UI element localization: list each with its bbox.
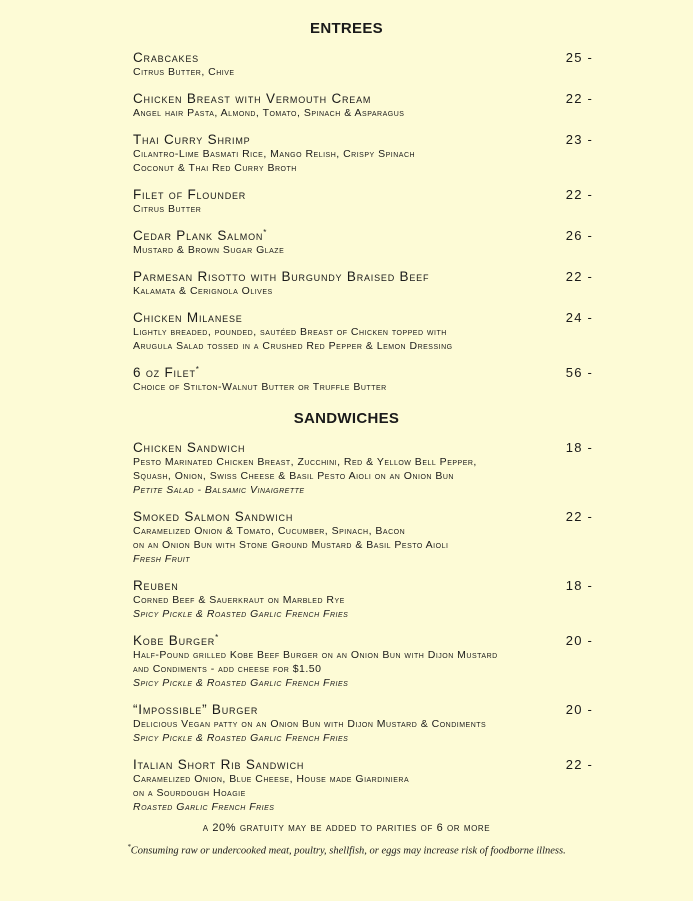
menu-item-side: Spicy Pickle & Roasted Garlic French Fries [133, 677, 349, 689]
menu-item [133, 187, 593, 216]
menu-item-name [133, 365, 593, 380]
menu-item-side: Petite Salad - Balsamic Vinaigrette [133, 484, 305, 496]
menu-item-description: Delicious Vegan patty on an Onion Bun with Dijon Mustard & Condiments [133, 718, 487, 730]
menu-item-description: Mustard & Brown Sugar Glaze [133, 244, 285, 256]
menu-item-price: 22 - [565, 757, 593, 772]
menu-item [133, 440, 593, 497]
menu-item-name-text: Chicken Sandwich [133, 440, 246, 455]
menu-item-name-text: Parmesan Risotto with Burgundy Braised Beef [133, 269, 430, 284]
entrees-title: ENTREES [310, 20, 383, 37]
menu-item-name-text: “Impossible” Burger [133, 702, 259, 717]
menu-item-description: Caramelized Onion & Tomato, Cucumber, Spinach, Bacon [133, 525, 406, 537]
menu-item [133, 132, 593, 175]
menu-item-description: Cilantro-Lime Basmati Rice, Mango Relish, Crispy Spinach [133, 148, 416, 160]
menu-item [133, 50, 593, 79]
menu-item-name [133, 509, 593, 524]
menu-item-name [133, 269, 593, 284]
menu-item-name [133, 132, 593, 147]
foodborne-disclaimer [0, 843, 693, 857]
gratuity-note: a 20% gratuity may be added to parities of 6 or more [202, 822, 491, 834]
menu-item-price: 23 - [565, 132, 593, 147]
menu-item-name-text: Chicken Breast with Vermouth Cream [133, 91, 372, 106]
menu-item-price: 26 - [565, 228, 593, 243]
menu-item-description: on an Onion Bun with Stone Ground Mustard & Basil Pesto Aioli [133, 539, 449, 551]
menu-item-description: and Condiments - add cheese for $1.50 [133, 663, 322, 675]
menu-item [133, 310, 593, 353]
menu-item-description: Half-Pound grilled Kobe Beef Burger on an Onion Bun with Dijon Mustard [133, 649, 498, 661]
menu-item-price: 22 - [565, 187, 593, 202]
menu-item [133, 509, 593, 566]
menu-item-description: Angel hair Pasta, Almond, Tomato, Spinach & Asparagus [133, 107, 405, 119]
menu-item [133, 365, 593, 394]
sandwiches-title: SANDWICHES [293, 410, 400, 427]
menu-item-price: 24 - [565, 310, 593, 325]
disclaimer-asterisk: * [127, 843, 131, 851]
menu-item-price: 56 - [565, 365, 593, 380]
menu-item-name-text: Crabcakes [133, 50, 199, 65]
menu-item-side: Spicy Pickle & Roasted Garlic French Fries [133, 608, 349, 620]
menu-item-side: Fresh Fruit [133, 553, 191, 565]
menu-item [133, 91, 593, 120]
menu-item-name-text: Chicken Milanese [133, 310, 243, 325]
menu-item-price: 20 - [565, 633, 593, 648]
menu-item-description: Lightly breaded, pounded, sautéed Breast of Chicken topped with [133, 326, 447, 338]
disclaimer-text: Consuming raw or undercooked meat, poultry, shellfish, or eggs may increase risk of foodborne illness. [130, 845, 566, 857]
menu-item-name [133, 633, 593, 648]
menu-item-description: Pesto Marinated Chicken Breast, Zucchini, Red & Yellow Bell Pepper, [133, 456, 477, 468]
menu-item-name-text: Smoked Salmon Sandwich [133, 509, 294, 524]
menu-item-description: Corned Beef & Sauerkraut on Marbled Rye [133, 594, 345, 606]
menu-item-name [133, 187, 593, 202]
menu-item-name [133, 578, 593, 593]
menu-item-name-text: Reuben [133, 578, 179, 593]
raw-item-asterisk: * [215, 633, 219, 642]
menu-item-name [133, 310, 593, 325]
menu-item-name-text: Kobe Burger [133, 633, 216, 648]
menu-item-description: on a Sourdough Hoagie [133, 787, 246, 799]
menu-item-name [133, 702, 593, 717]
menu-item-name-text: Italian Short Rib Sandwich [133, 757, 305, 772]
menu-item-description: Coconut & Thai Red Curry Broth [133, 162, 297, 174]
menu-item-side: Roasted Garlic French Fries [133, 801, 275, 813]
menu-item-price: 18 - [565, 578, 593, 593]
menu-item-description: Caramelized Onion, Blue Cheese, House made Giardiniera [133, 773, 410, 785]
menu-item-price: 22 - [565, 91, 593, 106]
menu-item-price: 18 - [565, 440, 593, 455]
menu-item-name [133, 440, 593, 455]
menu-item-description: Squash, Onion, Swiss Cheese & Basil Pesto Aioli on an Onion Bun [133, 470, 454, 482]
menu-item-price: 20 - [565, 702, 593, 717]
menu-item-price: 25 - [565, 50, 593, 65]
raw-item-asterisk: * [195, 365, 200, 374]
menu-item [133, 228, 593, 257]
menu-item-description: Citrus Butter [133, 203, 202, 215]
menu-item [133, 702, 593, 745]
menu-item-name-text: Thai Curry Shrimp [133, 132, 251, 147]
menu-item-name [133, 91, 593, 106]
menu-item [133, 578, 593, 621]
menu-item-price: 22 - [565, 269, 593, 284]
raw-item-asterisk: * [263, 228, 268, 237]
menu-item-description: Choice of Stilton-Walnut Butter or Truffle Butter [133, 381, 387, 393]
menu-item [133, 757, 593, 814]
menu-item-name [133, 228, 593, 243]
menu-item-side: Spicy Pickle & Roasted Garlic French Fries [133, 732, 349, 744]
menu-item-price: 22 - [565, 509, 593, 524]
menu-item-name-text: Filet of Flounder [133, 187, 247, 202]
menu-item-description: Arugula Salad tossed in a Crushed Red Pepper & Lemon Dressing [133, 340, 453, 352]
menu-item-name-text: Cedar Plank Salmon [133, 228, 264, 243]
menu-item-description: Citrus Butter, Chive [133, 66, 235, 78]
menu-item-name [133, 50, 593, 65]
menu-item-description: Kalamata & Cerignola Olives [133, 285, 273, 297]
menu-item-name [133, 757, 593, 772]
menu-item-name-text: 6 oz Filet [133, 365, 196, 380]
menu-item [133, 633, 593, 690]
menu-item [133, 269, 593, 298]
